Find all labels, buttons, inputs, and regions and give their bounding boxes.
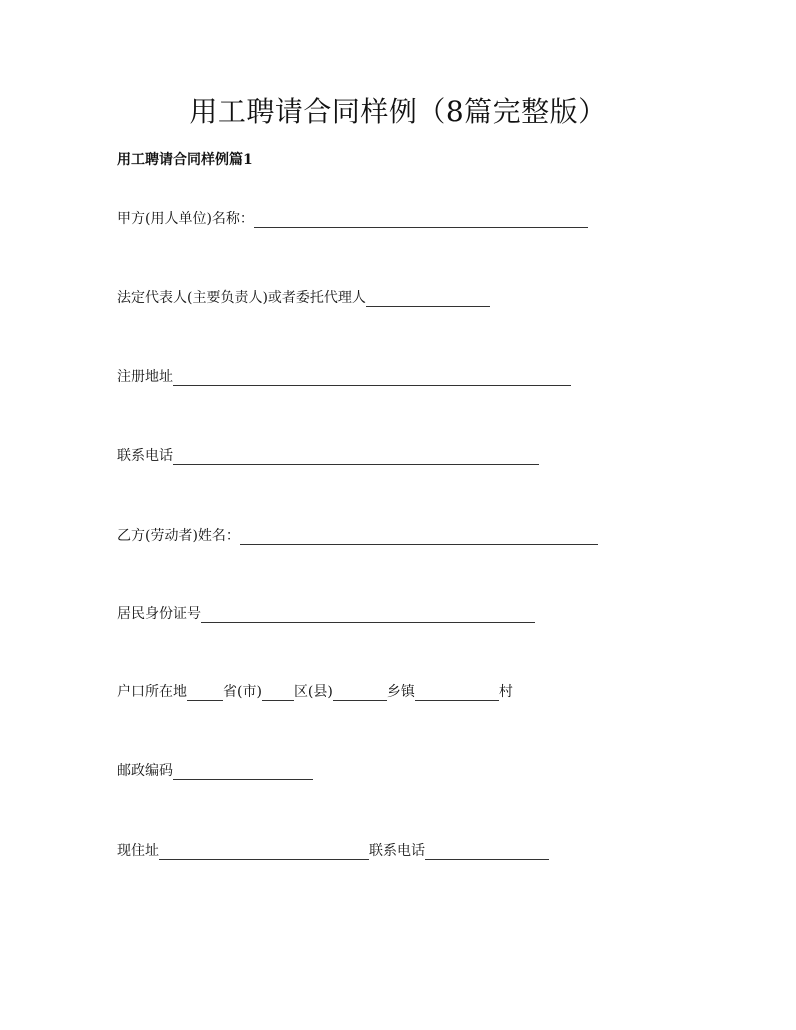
postcode-label: 邮政编码 — [117, 763, 173, 779]
legal-rep-label: 法定代表人(主要负责人)或者委托代理人 — [117, 290, 366, 306]
legal-rep-blank[interactable] — [366, 290, 490, 307]
employee-name-blank[interactable] — [240, 528, 598, 545]
current-address-label: 现住址 — [117, 843, 159, 859]
hukou-province-blank[interactable] — [187, 684, 223, 701]
employer-name-blank[interactable] — [254, 211, 588, 228]
hukou-township-blank[interactable] — [333, 684, 387, 701]
hukou-district-blank[interactable] — [262, 684, 294, 701]
village-label: 村 — [498, 684, 513, 700]
district-label: 区(县) — [293, 684, 333, 700]
current-address-row — [117, 839, 549, 863]
hukou-label: 户口所在地 — [117, 684, 187, 700]
postcode-row — [117, 759, 313, 783]
section-heading: 用工聘请合同样例篇1 — [117, 152, 253, 168]
employer-phone-blank[interactable] — [173, 448, 539, 465]
employee-phone-blank[interactable] — [425, 843, 549, 860]
id-number-row — [117, 602, 535, 626]
employer-name-label: 甲方(用人单位)名称： — [117, 211, 254, 227]
hukou-village-blank[interactable] — [415, 684, 499, 701]
province-label: 省(市) — [223, 684, 262, 700]
id-number-label: 居民身份证号 — [117, 606, 201, 622]
employee-phone-label: 联系电话 — [369, 843, 425, 859]
registered-address-row — [117, 365, 571, 389]
document-title: 用工聘请合同样例（8篇完整版） — [189, 95, 607, 128]
employee-name-row — [117, 524, 598, 548]
postcode-blank[interactable] — [173, 763, 313, 780]
registered-address-label: 注册地址 — [117, 369, 173, 385]
township-label: 乡镇 — [386, 684, 415, 700]
employer-phone-row — [117, 444, 539, 468]
employer-phone-label: 联系电话 — [117, 448, 173, 464]
hukou-row — [117, 680, 513, 704]
employee-name-label: 乙方(劳动者)姓名： — [117, 528, 240, 544]
current-address-blank[interactable] — [159, 843, 369, 860]
registered-address-blank[interactable] — [173, 369, 571, 386]
id-number-blank[interactable] — [201, 606, 535, 623]
employer-name-row — [117, 207, 588, 231]
legal-rep-row — [117, 286, 490, 310]
